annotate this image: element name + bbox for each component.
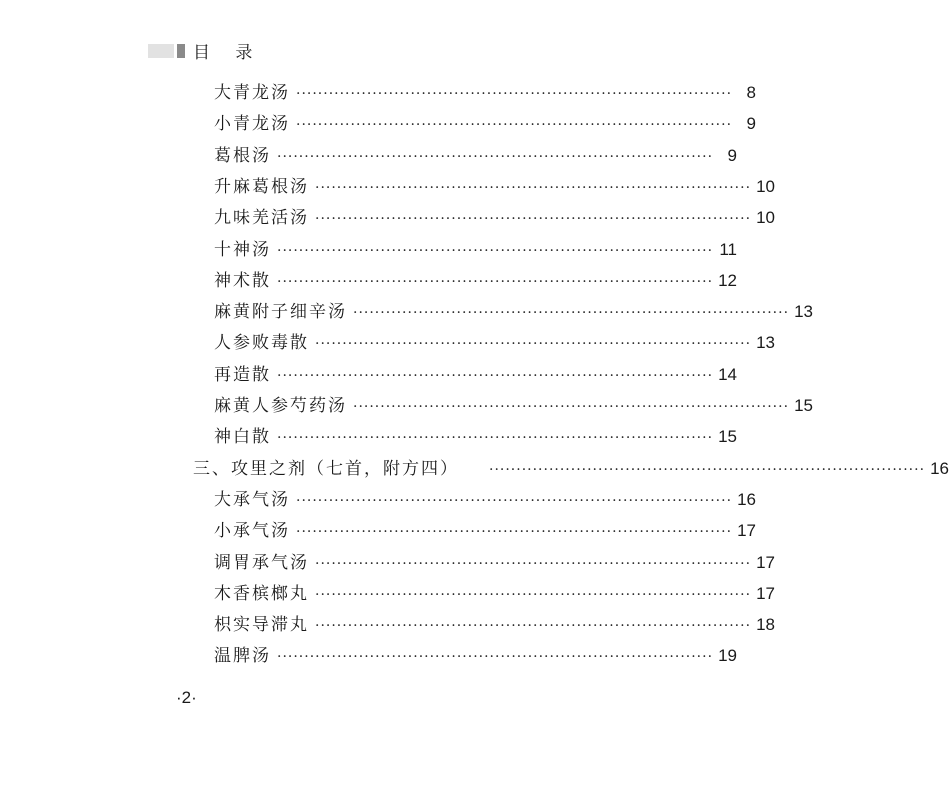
dot-leader: ················································································	[277, 242, 714, 259]
toc-entry-page: 9	[727, 145, 738, 165]
toc-entry-label: 小承气汤	[214, 521, 290, 542]
dot-leader: ················································································	[315, 618, 752, 635]
toc-entry-row	[214, 610, 776, 641]
dot-leader: ················································································	[277, 273, 714, 290]
toc-entry-page: 15	[718, 427, 738, 447]
toc-entry-label: 人参败毒散	[214, 333, 309, 354]
dot-leader: ················································································	[296, 492, 733, 509]
toc-entry-page: 18	[756, 615, 776, 635]
header-decoration-dark	[177, 44, 185, 58]
dot-leader: ················································································	[277, 148, 714, 165]
toc-entry-page: 17	[737, 521, 757, 541]
toc-entry-page: 17	[756, 583, 776, 603]
dot-leader: ················································································	[277, 649, 714, 666]
header-decoration-light	[148, 44, 174, 58]
dot-leader: ················································································	[315, 555, 752, 572]
toc-entry-row	[214, 422, 738, 453]
toc-entry-label: 小青龙汤	[214, 114, 290, 135]
toc-entry-page: 11	[719, 239, 738, 259]
toc-entry-row	[214, 328, 776, 359]
dot-leader: ················································································	[277, 430, 714, 447]
toc-entry-page: 10	[756, 176, 776, 196]
toc-entry-row	[214, 391, 814, 422]
toc-entry-label: 大承气汤	[214, 489, 290, 510]
toc-entry-page: 16	[930, 458, 949, 478]
toc-entry-page: 19	[718, 646, 738, 666]
toc-entry-label: 葛根汤	[214, 145, 271, 166]
toc-entry-label: 麻黄附子细辛汤	[214, 302, 347, 323]
dot-leader: ················································································	[296, 524, 733, 541]
dot-leader: ················································································	[315, 586, 752, 603]
toc-entry-label: 大青龙汤	[214, 83, 290, 103]
dot-leader: ················································································	[315, 211, 752, 228]
toc-entry-row	[214, 109, 757, 140]
toc-entry-label: 九味羌活汤	[214, 208, 309, 229]
toc-entry-label: 再造散	[214, 364, 271, 385]
toc-entry-row	[214, 235, 738, 266]
toc-entry-row	[214, 141, 738, 172]
toc-section-row	[193, 454, 949, 485]
toc-entry-label: 温脾汤	[214, 646, 271, 667]
toc-entry-page: 12	[718, 270, 738, 290]
toc-entry-label: 枳实导滞丸	[214, 615, 309, 636]
toc-entry-page: 10	[756, 208, 776, 228]
toc-entry-label: 神白散	[214, 427, 271, 448]
toc-entry-row	[214, 579, 776, 610]
toc-entry-row	[214, 516, 757, 547]
toc-entry-row	[214, 78, 757, 109]
header-title: 目 录	[193, 43, 263, 63]
toc-entry-page: 13	[794, 302, 814, 322]
toc-entry-page: 13	[756, 333, 776, 353]
toc-entry-page: 17	[756, 552, 776, 572]
dot-leader: ················································································	[315, 179, 752, 196]
toc-entry-page: 9	[746, 114, 757, 134]
toc-entry-row	[214, 297, 814, 328]
dot-leader: ················································································	[296, 117, 733, 134]
toc-entry-row	[214, 548, 776, 579]
toc-entry-label: 神术散	[214, 270, 271, 291]
toc-entry-row	[214, 485, 757, 516]
toc-entry-row	[214, 266, 738, 297]
dot-leader: ················································································	[353, 399, 790, 415]
toc-entry-label: 麻黄人参芍药汤	[214, 396, 347, 416]
toc-entry-page: 16	[737, 489, 757, 509]
toc-entry-page: 14	[718, 364, 738, 384]
dot-leader: ················································································	[353, 305, 790, 322]
toc-entry-label: 升麻葛根汤	[214, 176, 309, 197]
toc-entry-label: 十神汤	[214, 239, 271, 260]
toc-entry-row	[214, 203, 776, 234]
toc-entry-label: 调胃承气汤	[214, 552, 309, 573]
page-number: ·2·	[176, 688, 197, 707]
running-header	[148, 38, 262, 63]
toc-entry-label: 木香槟榔丸	[214, 583, 309, 604]
toc-entry-row	[214, 641, 738, 672]
toc-entry-page: 8	[746, 83, 757, 102]
dot-leader: ················································································	[296, 86, 733, 102]
toc-entry-label: 三、攻里之剂（七首，附方四）	[193, 458, 459, 479]
dot-leader: ················································································	[277, 367, 714, 384]
toc-entry-row	[214, 172, 776, 203]
dot-leader: ················································································	[489, 461, 926, 478]
dot-leader: ················································································	[315, 336, 752, 353]
toc-entry-page: 15	[794, 396, 814, 415]
toc-entry-row	[214, 360, 738, 391]
